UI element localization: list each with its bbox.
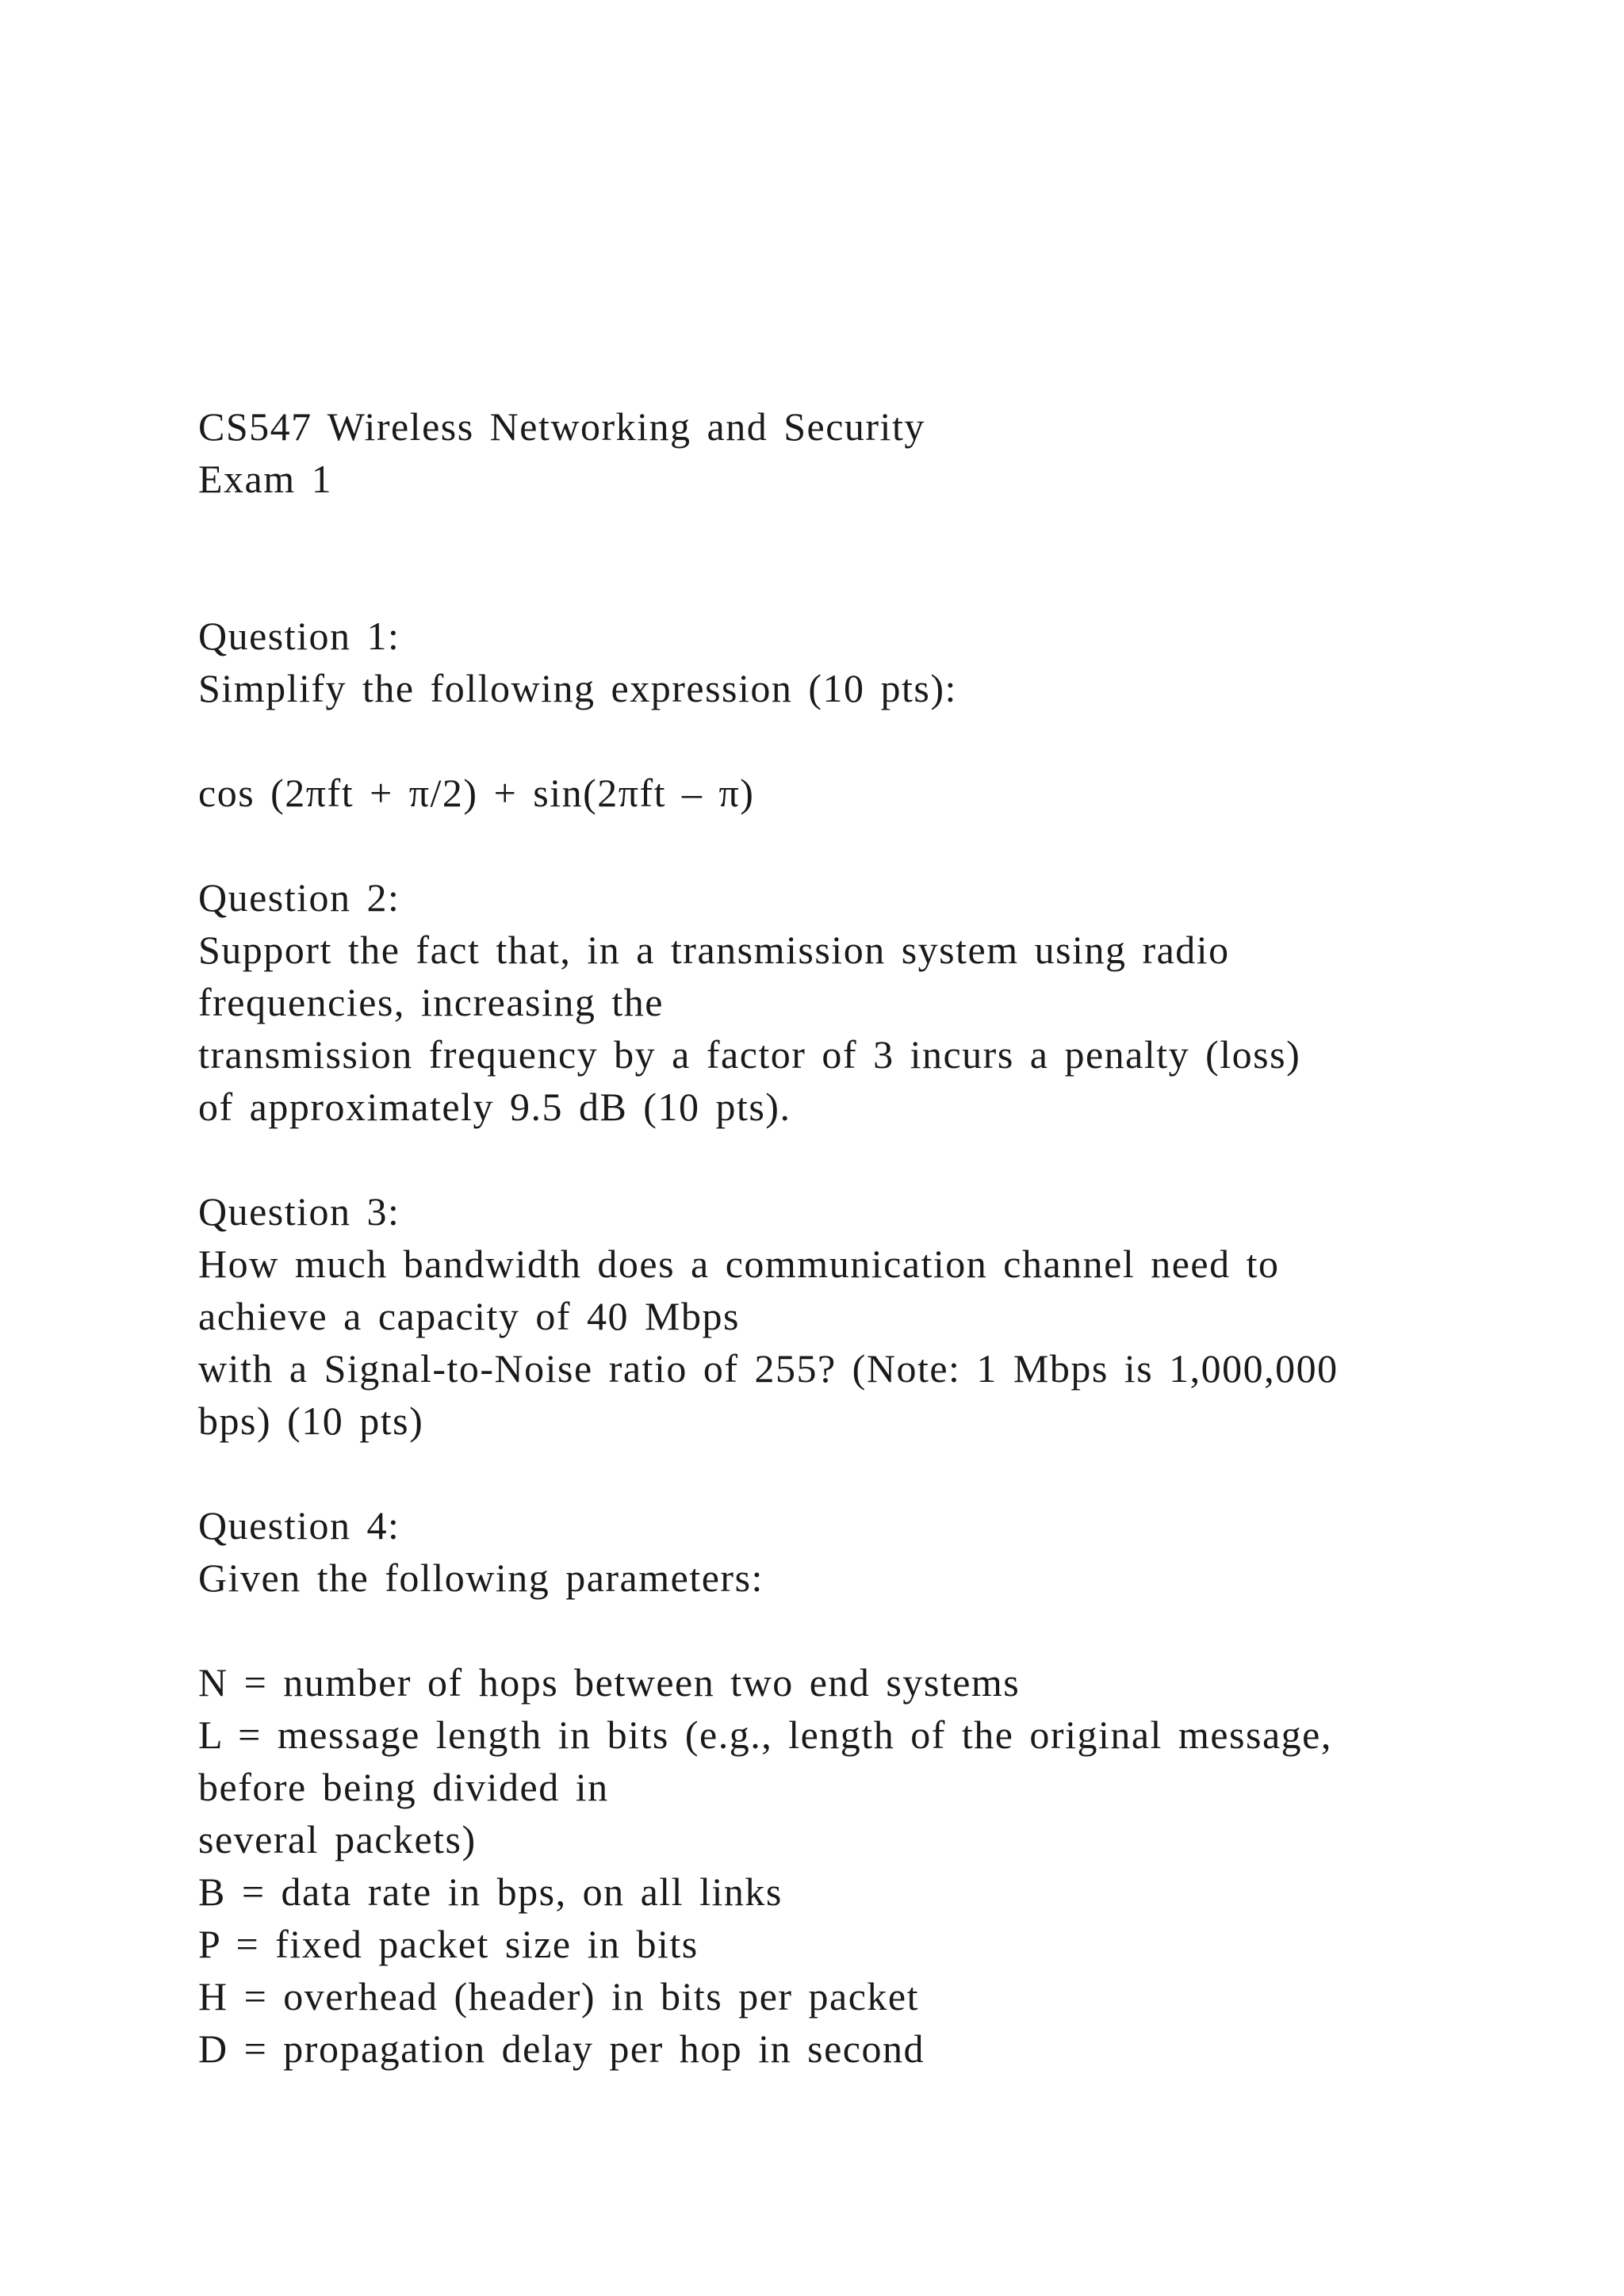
question-3 — [198, 1185, 1546, 1447]
spacer — [198, 1604, 1546, 1656]
parameter-line: P = fixed packet size in bits — [198, 1922, 699, 1966]
question-2-text-line: transmission frequency by a factor of 3 incurs a penalty (loss) — [198, 1032, 1301, 1077]
question-3-text-line: achieve a capacity of 40 Mbps — [198, 1294, 740, 1338]
question-4-text: Given the following parameters: — [198, 1556, 764, 1600]
spacer — [198, 505, 1546, 610]
question-4-label: Question 4: — [198, 1503, 400, 1548]
parameter-line: D = propagation delay per hop in second — [198, 2026, 925, 2071]
parameter-line: several packets) — [198, 1817, 477, 1862]
spacer — [198, 1447, 1546, 1499]
question-3-label: Question 3: — [198, 1189, 400, 1234]
parameter-line: H = overhead (header) in bits per packet — [198, 1974, 920, 2019]
question-4 — [198, 1499, 1546, 2075]
spacer — [198, 1133, 1546, 1185]
parameter-line: before being divided in — [198, 1765, 609, 1809]
document-header — [198, 400, 1546, 505]
question-1-text: Simplify the following expression (10 pts): — [198, 666, 957, 710]
parameter-line: N = number of hops between two end systems — [198, 1660, 1021, 1705]
question-1 — [198, 610, 1546, 819]
question-3-text-line: bps) (10 pts) — [198, 1399, 424, 1443]
spacer — [198, 714, 1546, 767]
question-2-text-line: Support the fact that, in a transmission system using radio — [198, 928, 1230, 972]
spacer — [198, 819, 1546, 871]
question-1-label: Question 1: — [198, 614, 400, 658]
parameter-line: L = message length in bits (e.g., length of the original message, — [198, 1712, 1332, 1757]
question-1-expression: cos (2πft + π/2) + sin(2πft – π) — [198, 771, 755, 815]
question-2-label: Question 2: — [198, 875, 400, 920]
question-2 — [198, 871, 1546, 1133]
course-title: CS547 Wireless Networking and Security — [198, 404, 925, 449]
parameter-line: B = data rate in bps, on all links — [198, 1869, 783, 1914]
document-page — [198, 400, 1546, 2075]
question-3-text-line: with a Signal-to-Noise ratio of 255? (Note: 1 Mbps is 1,000,000 — [198, 1346, 1339, 1391]
question-3-text-line: How much bandwidth does a communication channel need to — [198, 1242, 1280, 1286]
exam-title: Exam 1 — [198, 457, 333, 501]
question-2-text-line: of approximately 9.5 dB (10 pts). — [198, 1085, 791, 1129]
question-2-text-line: frequencies, increasing the — [198, 980, 664, 1024]
